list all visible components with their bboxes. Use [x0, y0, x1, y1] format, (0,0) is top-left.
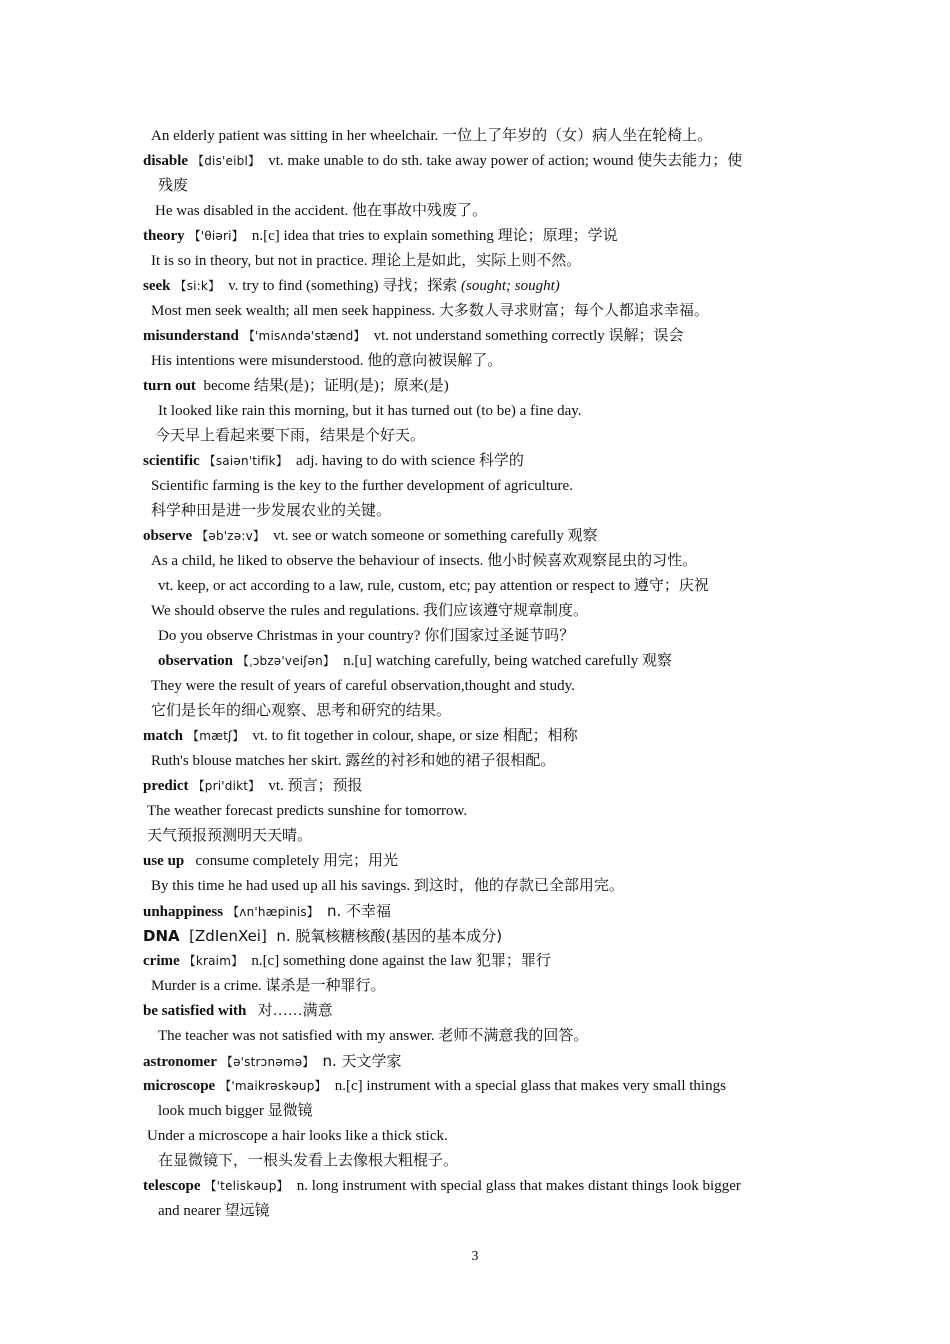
phonetic: 【ə'strɔnəmə】 — [220, 1055, 315, 1069]
phonetic: 【saiən'tifik】 — [203, 454, 289, 468]
definition-continued: 残废 — [158, 178, 189, 194]
headword: unhappiness — [143, 904, 224, 920]
example-sentence: Under a microscope a hair looks like a thick stick. — [147, 1128, 448, 1144]
entry-disable — [143, 149, 807, 174]
definition: n.[u] watching carefully, being watched carefully 观察 — [343, 653, 673, 669]
definition: vt. make unable to do sth. take away power of action; wound 使失去能力；使 — [268, 153, 743, 169]
definition: become 结果(是)；证明(是)；原来(是) — [203, 378, 449, 394]
entry-theory — [143, 224, 807, 249]
headword: observation — [158, 653, 233, 669]
example-sentence: The teacher was not satisfied with my answer. 老师不满意我的回答。 — [158, 1028, 589, 1044]
headword: microscope — [143, 1078, 216, 1094]
definition: n.[c] something done against the law 犯罪；罪行 — [251, 953, 551, 969]
headword: observe — [143, 528, 193, 544]
phonetic: 【kraim】 — [183, 954, 244, 968]
headword: telescope — [143, 1178, 201, 1194]
entry-telescope — [143, 1174, 807, 1199]
phonetic: 【dis'eibl】 — [192, 154, 261, 168]
example-sentence: Scientific farming is the key to the further development of agriculture. — [151, 478, 573, 494]
definition: n. 天文学家 — [322, 1052, 402, 1070]
entry-crime — [143, 949, 807, 974]
entry-dna — [143, 924, 807, 949]
headword: seek — [143, 278, 171, 294]
entry-astronomer — [143, 1049, 807, 1074]
entry-microscope — [143, 1074, 807, 1099]
headword: scientific — [143, 453, 200, 469]
entry-predict — [143, 774, 807, 799]
entry-seek — [143, 274, 807, 299]
definition: n.[c] idea that tries to explain something 理论；原理；学说 — [251, 228, 618, 244]
entry-use-up — [143, 849, 807, 874]
definition: vt. not understand something correctly 误解；误会 — [373, 328, 684, 344]
example-sentence: Ruth's blouse matches her skirt. 露丝的衬衫和她的裙子很相配。 — [151, 753, 556, 769]
headword: use up — [143, 853, 185, 869]
definition: n. 不幸福 — [327, 902, 392, 920]
vocabulary-list — [143, 124, 807, 1224]
definition: consume completely 用完；用光 — [195, 853, 398, 869]
phonetic: 【'θiəri】 — [188, 229, 244, 243]
entry-turn-out — [143, 374, 807, 399]
definition: 对……满意 — [257, 1003, 333, 1019]
example-sentence: By this time he had used up all his savings. 到这时，他的存款已全部用完。 — [151, 878, 624, 894]
headword: astronomer — [143, 1054, 217, 1070]
entry-misunderstand — [143, 324, 807, 349]
example-sentence: They were the result of years of careful observation,thought and study. — [151, 678, 575, 694]
example-sentence: He was disabled in the accident. 他在事故中残废了。 — [155, 203, 488, 219]
headword: be satisfied with — [143, 1003, 247, 1019]
headword: disable — [143, 153, 189, 169]
definition: n. long instrument with special glass that makes distant things look bigger — [296, 1178, 741, 1194]
entry-unhappiness — [143, 899, 807, 924]
example-translation: 天气预报预测明天天晴。 — [147, 828, 313, 844]
example-sentence: It is so in theory, but not in practice. 理论上是如此，实际上则不然。 — [151, 253, 582, 269]
definition-second-sense: vt. keep, or act according to a law, rule, custom, etc; pay attention or respect to 遵守；庆祝 — [158, 578, 709, 594]
example-sentence: The weather forecast predicts sunshine for tomorrow. — [147, 803, 468, 819]
headword: match — [143, 728, 183, 744]
phonetic: 【əb'zə:v】 — [196, 529, 266, 543]
phonetic: [ZdIenXei] — [189, 927, 267, 945]
phonetic: 【mætʃ】 — [187, 729, 245, 743]
definition: vt. 预言；预报 — [268, 778, 363, 794]
entry-observation — [143, 649, 807, 674]
example-translation: 它们是长年的细心观察、思考和研究的结果。 — [151, 703, 452, 719]
verb-forms: (sought; sought) — [461, 278, 560, 294]
definition: n. 脱氧核糖核酸(基因的基本成分) — [276, 927, 503, 945]
headword: predict — [143, 778, 189, 794]
definition-continued: look much bigger 显微镜 — [158, 1103, 313, 1119]
example-sentence: An elderly patient was sitting in her wheelchair. 一位上了年岁的（女）病人坐在轮椅上。 — [151, 128, 713, 144]
definition: adj. having to do with science 科学的 — [296, 453, 524, 469]
example-sentence: We should observe the rules and regulations. 我们应该遵守规章制度。 — [151, 603, 589, 619]
phonetic: 【'maikrəskəup】 — [219, 1079, 327, 1093]
definition: vt. to fit together in colour, shape, or size 相配；相称 — [252, 728, 578, 744]
headword: crime — [143, 953, 180, 969]
headword: DNA — [143, 927, 180, 945]
entry-observe — [143, 524, 807, 549]
phonetic: 【pri'dikt】 — [192, 779, 261, 793]
entry-scientific — [143, 449, 807, 474]
example-sentence: Do you observe Christmas in your country? 你们国家过圣诞节吗？ — [158, 628, 575, 644]
entry-match — [143, 724, 807, 749]
definition-continued: and nearer 望远镜 — [158, 1203, 270, 1219]
definition: vt. see or watch someone or something carefully 观察 — [273, 528, 598, 544]
example-sentence: His intentions were misunderstood. 他的意向被误解了。 — [151, 353, 503, 369]
example-sentence: Most men seek wealth; all men seek happiness. 大多数人寻求财富；每个人都追求幸福。 — [151, 303, 709, 319]
headword: misunderstand — [143, 328, 239, 344]
example-translation: 科学种田是进一步发展农业的关键。 — [151, 503, 392, 519]
phonetic: 【'misʌndə'stænd】 — [242, 329, 366, 343]
example-sentence: Murder is a crime. 谋杀是一种罪行。 — [151, 978, 386, 994]
phonetic: 【'teliskəup】 — [204, 1179, 289, 1193]
definition: n.[c] instrument with a special glass that makes very small things — [334, 1078, 726, 1094]
page-number: 3 — [471, 1249, 479, 1264]
example-sentence: As a child, he liked to observe the behaviour of insects. 他小时候喜欢观察昆虫的习性。 — [151, 553, 698, 569]
example-translation: 今天早上看起来要下雨，结果是个好天。 — [155, 428, 426, 444]
definition: v. try to find (something) 寻找；探索 — [228, 278, 462, 294]
example-translation: 在显微镜下，一根头发看上去像根大粗棍子。 — [158, 1153, 459, 1169]
phonetic: 【si:k】 — [174, 279, 221, 293]
headword: theory — [143, 228, 185, 244]
entry-be-satisfied-with — [143, 999, 807, 1024]
phonetic: 【ʌn'hæpinis】 — [227, 905, 319, 919]
headword: turn out — [143, 378, 196, 394]
phonetic: 【ˌɔbzə'veiʃən】 — [237, 654, 336, 668]
example-sentence: It looked like rain this morning, but it has turned out (to be) a fine day. — [158, 403, 582, 419]
